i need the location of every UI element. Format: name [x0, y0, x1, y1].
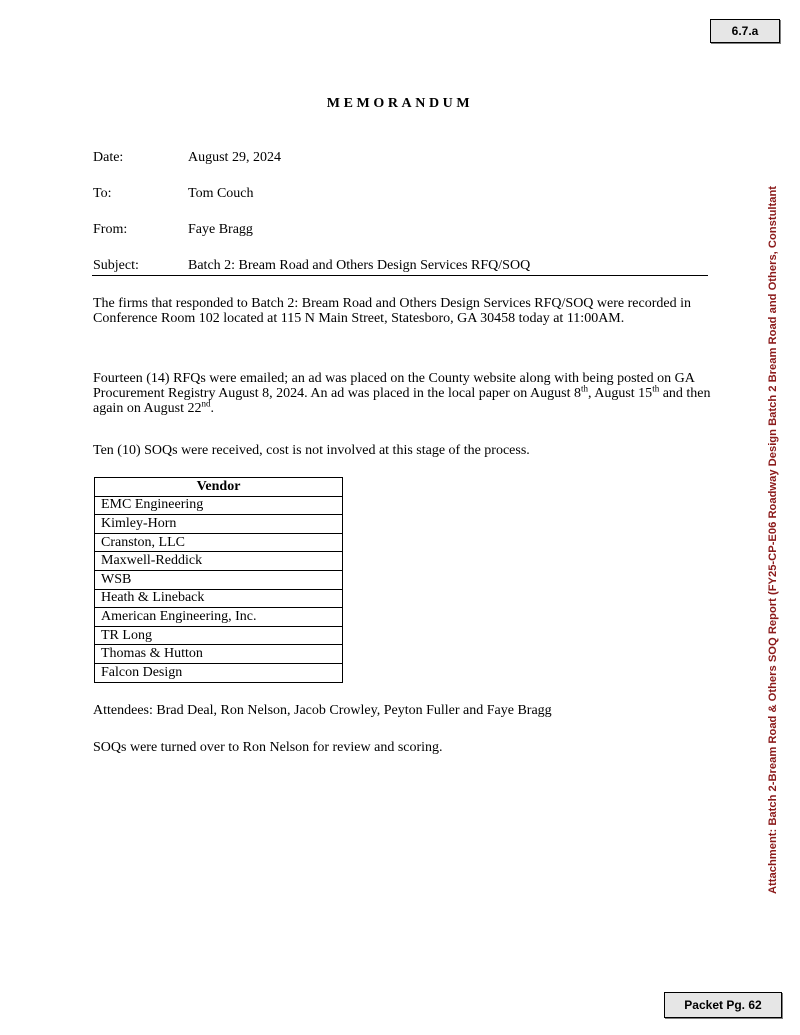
attachment-side-note-text: Attachment: Batch 2-Bream Road & Others SOQ Report (FY25-CP-E06 Roadway Design Batch 2 Bream Road and Others, Constultant [767, 185, 779, 895]
vendor-cell: Thomas & Hutton [95, 645, 343, 664]
packet-page-badge: Packet Pg. 62 [664, 992, 782, 1018]
intro-paragraph: The firms that responded to Batch 2: Bream Road and Others Design Services RFQ/SOQ were recorded in Conference Room 102 located at 115 N Main Street, Statesboro, GA 30458 today at 11:00AM. [93, 296, 691, 326]
vendor-cell: Kimley-Horn [95, 515, 343, 534]
agenda-item-badge: 6.7.a [710, 19, 780, 43]
vendor-cell: Heath & Lineback [95, 589, 343, 608]
subject-label: Subject: [93, 258, 139, 273]
vendor-table [94, 477, 343, 683]
advertising-text-3: and then again on August 22 [93, 386, 711, 416]
attendees-paragraph: Attendees: Brad Deal, Ron Nelson, Jacob Crowley, Peyton Fuller and Faye Bragg [93, 703, 552, 718]
advertising-text-4: . [210, 401, 214, 416]
table-row [95, 570, 343, 589]
ordinal-suffix-2: th [652, 383, 660, 394]
table-row [95, 515, 343, 534]
from-label: From: [93, 222, 128, 237]
ordinal-suffix-1: th [580, 383, 588, 394]
vendor-cell: American Engineering, Inc. [95, 608, 343, 627]
table-row [95, 663, 343, 682]
table-row [95, 645, 343, 664]
soq-count-paragraph: Ten (10) SOQs were received, cost is not involved at this stage of the process. [93, 443, 530, 458]
advertising-text-1: Fourteen (14) RFQs were emailed; an ad was placed on the County website along with being posted on GA Procurement Registry August 8, 2024. An ad was placed in the local paper on August 8 [93, 371, 695, 401]
table-row [95, 589, 343, 608]
vendor-cell: WSB [95, 570, 343, 589]
memo-title: MEMORANDUM [326, 96, 474, 111]
vendor-cell: TR Long [95, 626, 343, 645]
vendor-cell: Maxwell-Reddick [95, 552, 343, 571]
table-row [95, 496, 343, 515]
advertising-text-2: , August 15 [588, 386, 653, 401]
vendor-table-header-row [95, 478, 343, 497]
date-label: Date: [93, 150, 124, 165]
closing-paragraph: SOQs were turned over to Ron Nelson for review and scoring. [93, 740, 443, 755]
to-value: Tom Couch [188, 186, 254, 201]
vendor-cell: EMC Engineering [95, 496, 343, 515]
table-row [95, 533, 343, 552]
date-value: August 29, 2024 [188, 150, 281, 165]
table-row [95, 608, 343, 627]
advertising-paragraph [93, 371, 713, 416]
ordinal-suffix-3: nd [201, 398, 211, 409]
vendor-cell: Cranston, LLC [95, 533, 343, 552]
vendor-cell: Falcon Design [95, 663, 343, 682]
from-value: Faye Bragg [188, 222, 253, 237]
subject-value: Batch 2: Bream Road and Others Design Services RFQ/SOQ [188, 258, 531, 273]
header-divider [92, 275, 708, 276]
to-label: To: [93, 186, 112, 201]
table-row [95, 626, 343, 645]
vendor-column-header: Vendor [95, 478, 343, 497]
table-row [95, 552, 343, 571]
